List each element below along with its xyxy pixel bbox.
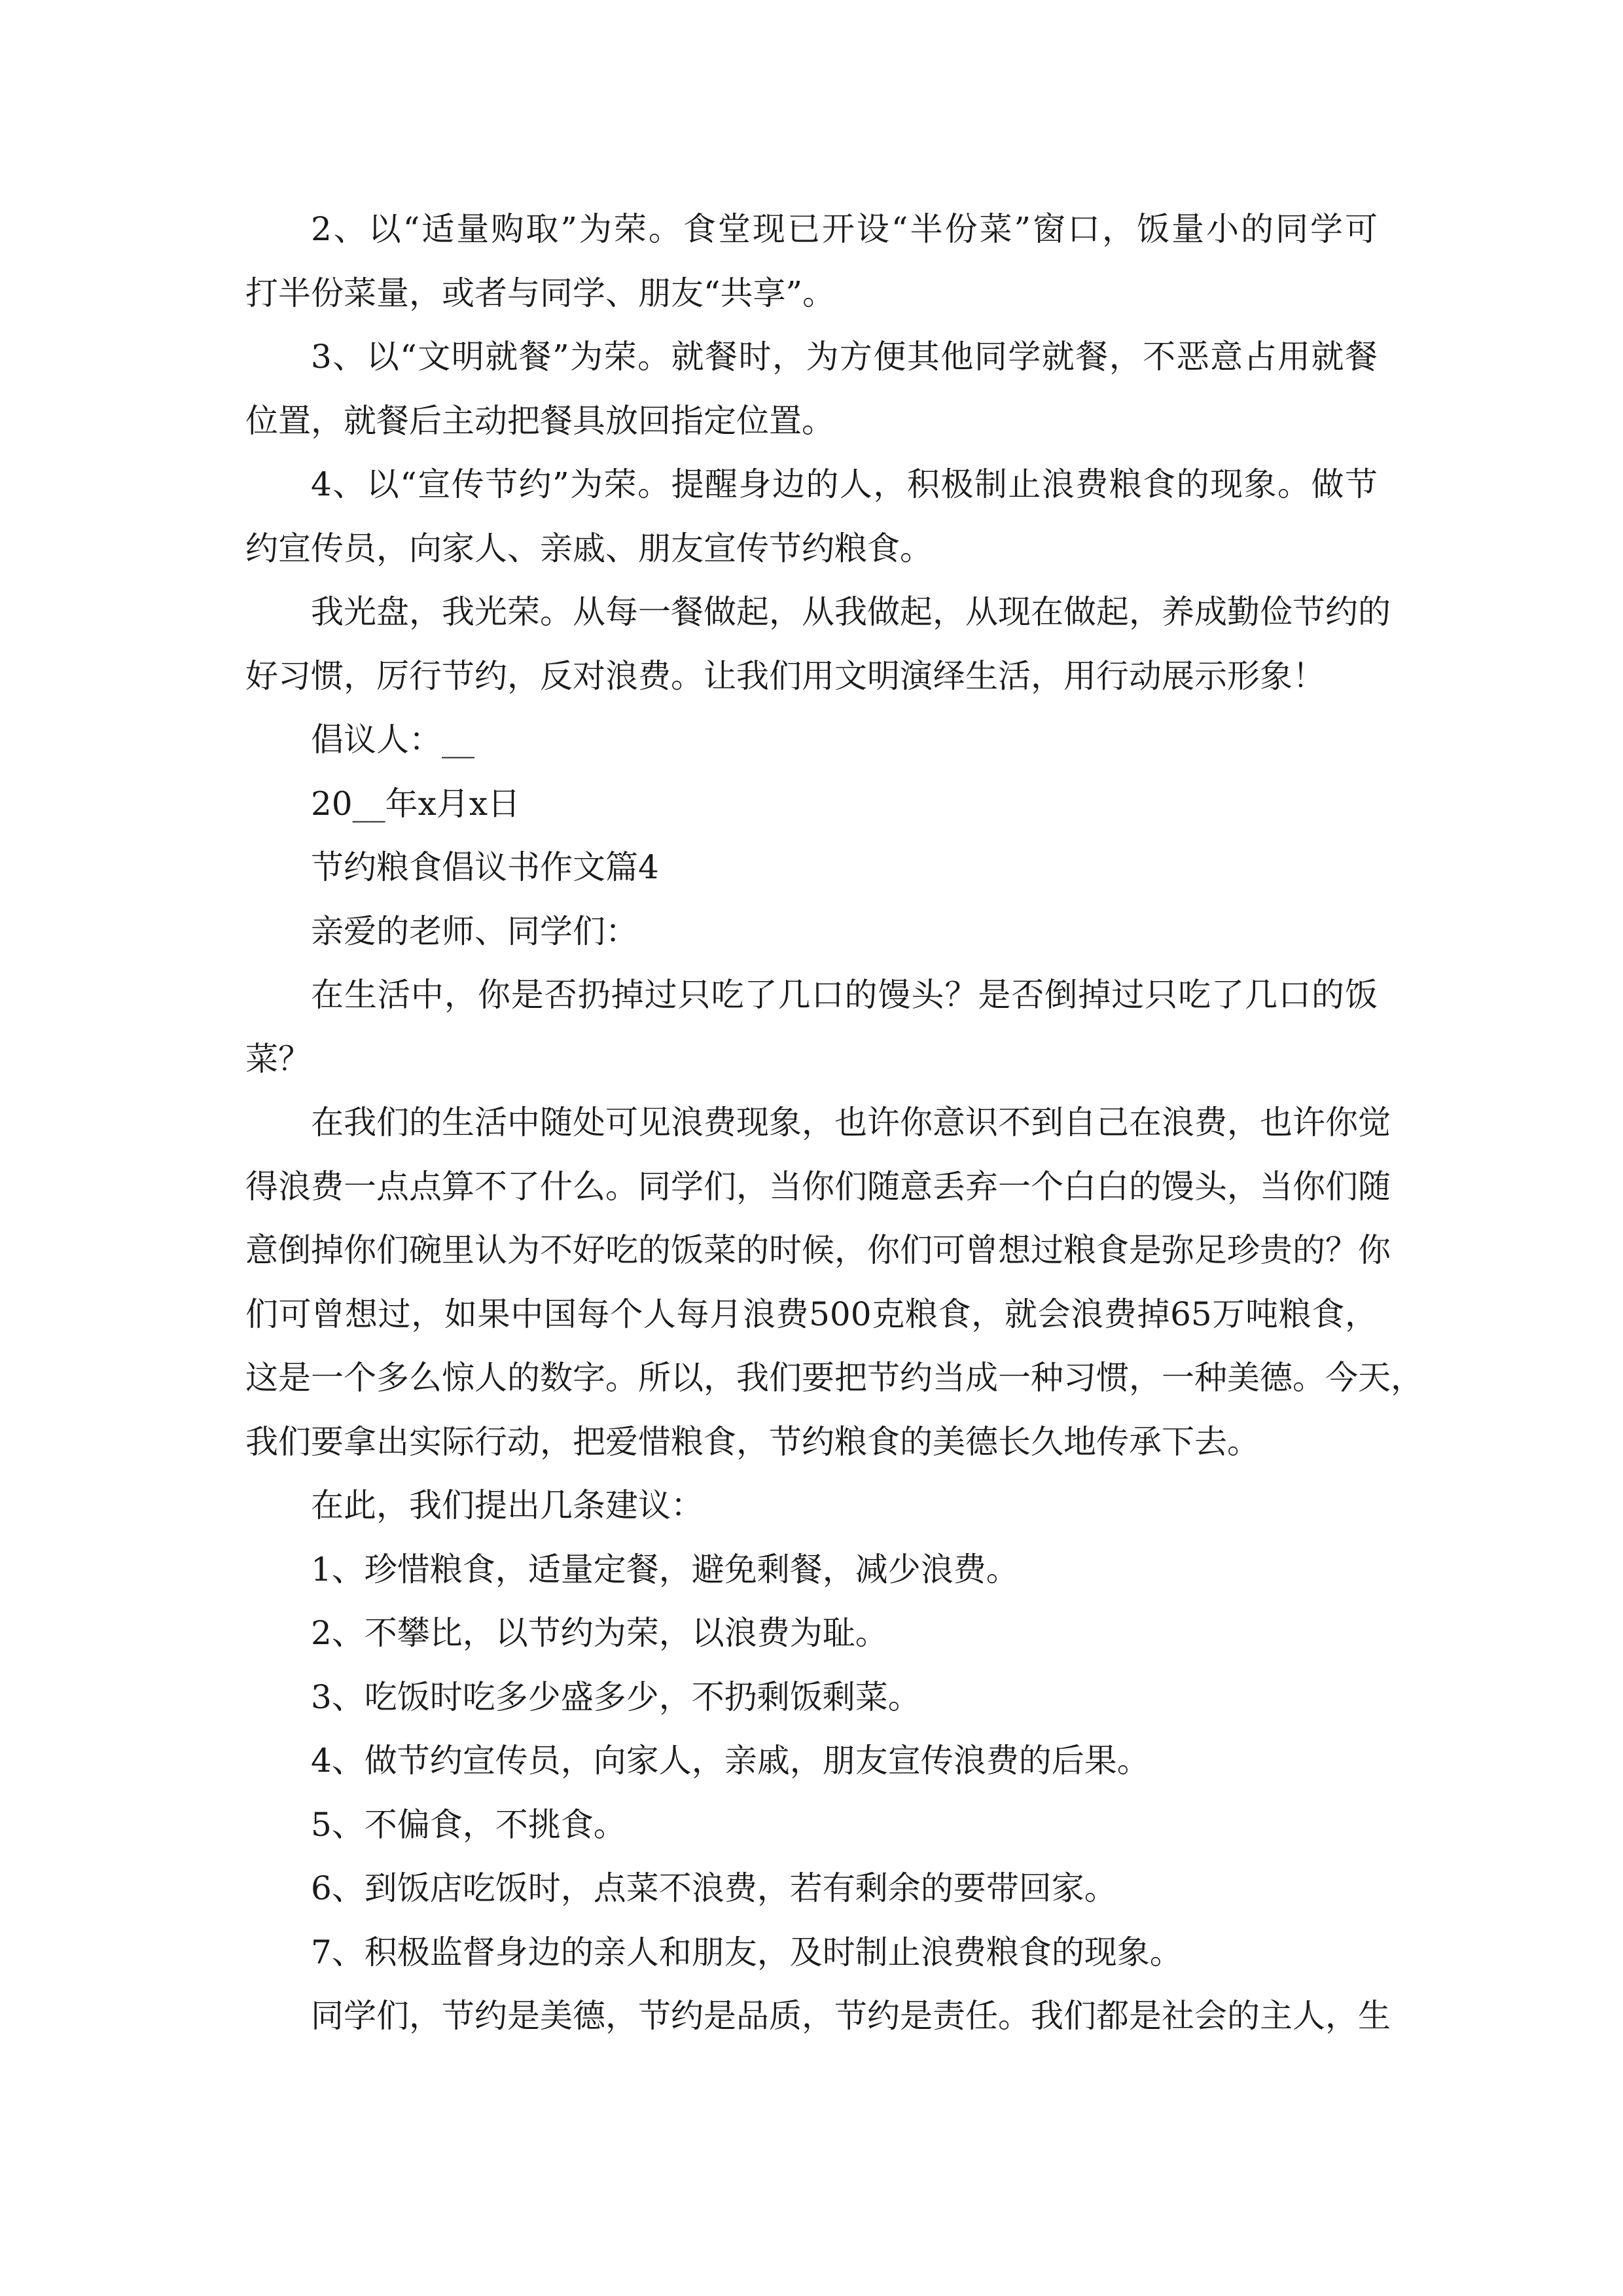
- paragraph-first-line: 3、吃饭时吃多少盛多少，不扔剩饭剩菜。: [311, 1678, 921, 1716]
- paragraph-line: 好习惯，厉行节约，反对浪费。让我们用文明演绎生活，用行动展示形象！: [245, 657, 1325, 695]
- paragraph-first-line: 5、不偏食，不挑食。: [311, 1806, 626, 1844]
- paragraph-line: 打半份菜量，或者与同学、朋友“共享”。: [245, 274, 836, 312]
- paragraph-first-line: 2、不攀比，以节约为荣，以浪费为耻。: [311, 1614, 888, 1652]
- paragraph-first-line: 20__年x月x日: [311, 785, 521, 823]
- paragraph-first-line: 6、到饭店吃饭时，点菜不浪费，若有剩余的要带回家。: [311, 1869, 1117, 1907]
- paragraph-first-line: 2、以“适量购取”为荣。食堂现已开设“半份菜”窗口，饭量小的同学可: [311, 210, 1378, 248]
- paragraph-line: 们可曾想过，如果中国每个人每月浪费500克粮食，就会浪费掉65万吨粮食，: [245, 1295, 1378, 1333]
- paragraph-line: 位置，就餐后主动把餐具放回指定位置。: [245, 402, 834, 440]
- paragraph-first-line: 亲爱的老师、同学们：: [311, 912, 638, 950]
- paragraph-first-line: 7、积极监督身边的亲人和朋友，及时制止浪费粮食的现象。: [311, 1933, 1183, 1971]
- paragraph-first-line: 倡议人：__: [311, 721, 474, 759]
- paragraph-first-line: 4、做节约宣传员，向家人，亲戚，朋友宣传浪费的后果。: [311, 1742, 1150, 1780]
- paragraph-first-line: 4、以“宣传节约”为荣。提醒身边的人，积极制止浪费粮食的现象。做节: [311, 465, 1378, 503]
- paragraph-line: 意倒掉你们碗里认为不好吃的饭菜的时候，你们可曾想过粮食是弥足珍贵的？你: [245, 1231, 1391, 1269]
- paragraph-first-line: 在我们的生活中随处可见浪费现象，也许你意识不到自己在浪费，也许你觉: [311, 1103, 1391, 1141]
- paragraph-first-line: 节约粮食倡议书作文篇4: [311, 848, 659, 886]
- paragraph-line: 这是一个多么惊人的数字。所以，我们要把节约当成一种习惯，一种美德。今天，: [245, 1359, 1423, 1397]
- paragraph-line: 约宣传员，向家人、亲戚、朋友宣传节约粮食。: [245, 529, 933, 567]
- paragraph-first-line: 在生活中，你是否扔掉过只吃了几口的馒头？是否倒掉过只吃了几口的饭: [311, 976, 1378, 1014]
- paragraph-line: 得浪费一点点算不了什么。同学们，当你们随意丢弃一个白白的馒头，当你们随: [245, 1168, 1391, 1206]
- paragraph-first-line: 同学们，节约是美德，节约是品质，节约是责任。我们都是社会的主人，生: [311, 1997, 1391, 2035]
- paragraph-first-line: 1、珍惜粮食，适量定餐，避免剩餐，减少浪费。: [311, 1551, 1019, 1588]
- paragraph-first-line: 3、以“文明就餐”为荣。就餐时，为方便其他同学就餐，不恶意占用就餐: [311, 338, 1378, 376]
- paragraph-line: 菜？: [245, 1040, 311, 1078]
- paragraph-first-line: 在此，我们提出几条建议：: [311, 1486, 704, 1524]
- paragraph-line: 我们要拿出实际行动，把爱惜粮食，节约粮食的美德长久地传承下去。: [245, 1423, 1260, 1461]
- paragraph-first-line: 我光盘，我光荣。从每一餐做起，从我做起，从现在做起，养成勤俭节约的: [311, 593, 1391, 631]
